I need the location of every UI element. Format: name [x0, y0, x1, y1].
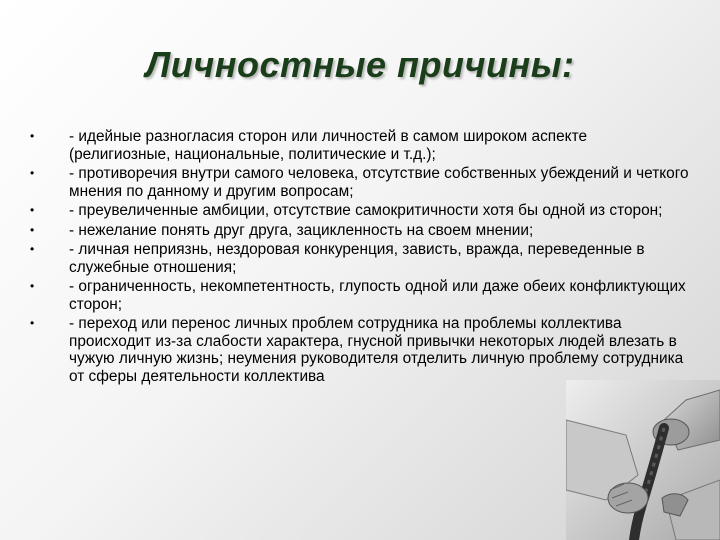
list-item-text: - ограниченность, некомпетентность, глупость одной или даже обеих конфликтующих сторон;: [69, 278, 686, 313]
bullet-icon: •: [30, 316, 35, 330]
tug-of-war-hands-icon: [566, 380, 720, 540]
list-item: [30, 202, 690, 220]
list-item: [30, 278, 690, 313]
list-item: [30, 241, 690, 276]
list-item-text: - противоречия внутри самого человека, отсутствие собственных убеждений и четкого мнения по данному и другим вопросам;: [69, 165, 689, 200]
bullet-icon: •: [30, 129, 35, 143]
list-item: [30, 315, 690, 385]
list-item: [30, 165, 690, 200]
bullet-icon: •: [30, 242, 35, 256]
bullet-icon: •: [30, 222, 35, 237]
bullet-icon: •: [30, 279, 35, 293]
bullet-icon: •: [30, 166, 35, 180]
list-item: [30, 222, 690, 240]
list-item-text: - преувеличенные амбиции, отсутствие самокритичности хотя бы одной из сторон;: [69, 202, 663, 219]
bullet-icon: •: [30, 203, 35, 217]
list-item: [30, 128, 690, 163]
list-item-text: - нежелание понять друг друга, зацикленность на своем мнении;: [69, 221, 534, 239]
list-item-text: - личная неприязнь, нездоровая конкуренция, зависть, вражда, переведенные в служебные отношения;: [69, 241, 645, 276]
bullet-list: [30, 128, 690, 387]
list-item-text: - идейные разногласия сторон или личностей в самом широком аспекте (религиозные, национальные, политические и т.д.);: [69, 128, 588, 163]
slide-title: Личностные причины:: [145, 44, 575, 85]
list-item-text: - переход или перенос личных проблем сотрудника на проблемы коллектива происходит из-за слабости характера, гнусной привычки некоторых людей влезать в чужую личную жизнь; неумения руководителя отделить личную проблему сотрудника от сферы деятельности коллектива: [69, 315, 684, 385]
